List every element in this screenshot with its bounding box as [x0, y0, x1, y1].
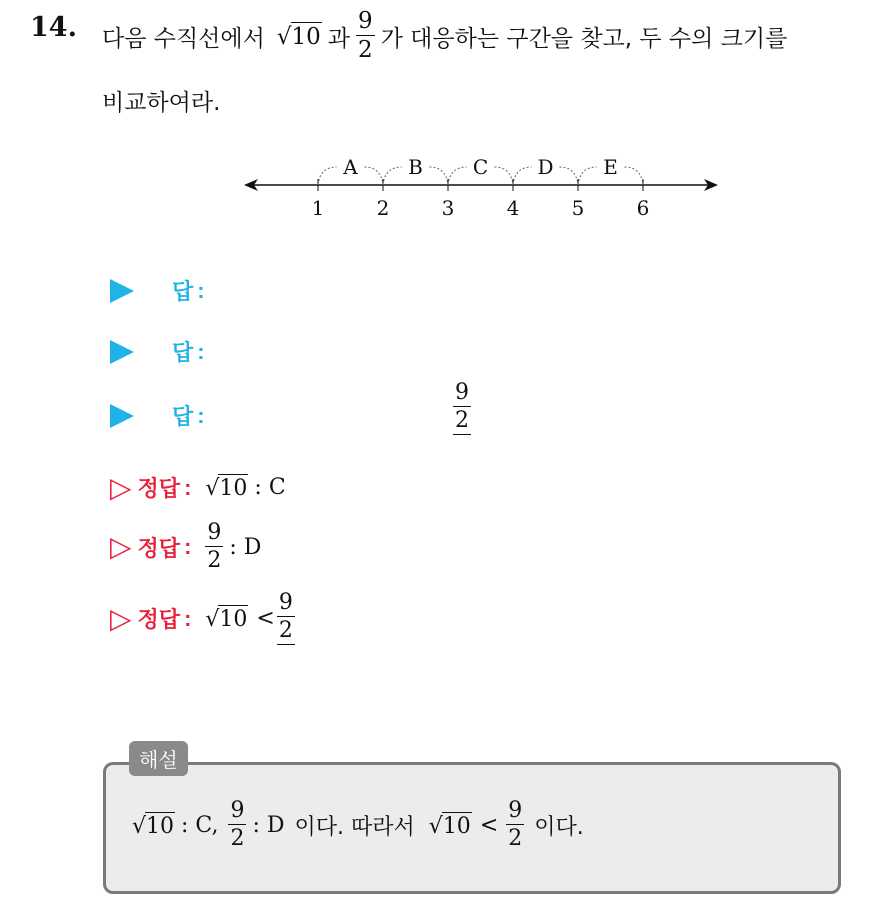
sqrt-expression: √ 10	[276, 24, 321, 50]
correct-label: 정답	[137, 476, 181, 501]
outline-triangle-icon: ▷	[110, 601, 132, 635]
number-line	[240, 148, 730, 228]
question-text-before: 다음 수직선에서	[102, 25, 265, 52]
tick-label: 2	[376, 196, 390, 220]
interval-label: C	[472, 155, 489, 179]
correct-value: √ 10 : C	[205, 475, 286, 501]
interval-label: D	[537, 155, 554, 179]
correct-colon: :	[184, 605, 192, 631]
answer-label: 답	[172, 279, 194, 304]
question-text-line1	[102, 10, 787, 62]
tick-label: 4	[506, 196, 520, 220]
correct-colon: :	[184, 534, 192, 559]
answer-colon: :	[197, 402, 205, 428]
correct-value: $\frac{9}{2}$ : D	[207, 520, 262, 573]
explanation-tag: 해설	[129, 741, 188, 776]
correct-row-2	[110, 522, 261, 572]
question-text-and: 과	[327, 25, 350, 52]
correct-row-1	[110, 472, 286, 503]
interval-arc	[318, 167, 337, 185]
tick-label: 5	[571, 196, 585, 220]
interval-label: E	[603, 155, 618, 179]
answer-label: 답	[172, 404, 194, 429]
answer-row-1	[110, 275, 205, 306]
correct-row-3	[110, 592, 301, 645]
answer-row-3	[110, 400, 205, 431]
answer-label: 답	[172, 340, 194, 365]
answer-fraction: $\frac{9}{2}$	[455, 380, 469, 433]
interval-arc	[513, 167, 532, 185]
outline-triangle-icon: ▷	[110, 470, 132, 504]
interval-arc	[625, 167, 644, 185]
question-number: 14.	[30, 12, 77, 43]
question-text-after: 가 대응하는 구간을 찾고, 두 수의 크기를	[380, 25, 788, 52]
answer-colon: :	[197, 338, 205, 364]
interval-arc	[560, 167, 579, 185]
tick-label: 3	[441, 196, 455, 220]
answer-colon: :	[197, 277, 205, 303]
fraction: $\frac{9}{2}$	[358, 8, 373, 63]
tick-label: 6	[636, 196, 650, 220]
correct-label: 정답	[137, 535, 181, 561]
correct-label: 정답	[137, 607, 181, 632]
play-triangle-icon	[110, 404, 134, 428]
interval-label: B	[408, 155, 423, 179]
outline-triangle-icon: ▷	[110, 530, 132, 563]
interval-label: A	[343, 155, 358, 179]
answer-row-2	[110, 336, 205, 367]
correct-colon: :	[184, 474, 192, 500]
play-triangle-icon	[110, 340, 134, 364]
interval-arc	[578, 167, 597, 185]
interval-arc	[383, 167, 402, 185]
tick-label: 1	[311, 196, 325, 220]
explanation-text: √ 10 : C, $\frac{9}{2}$ : D 이다. 따라서 √ 10 < $\frac{9}{2}$ 이다.	[132, 798, 584, 851]
correct-value: √ 10 < $\frac{9}{2}$	[205, 590, 293, 643]
interval-arc	[430, 167, 449, 185]
interval-arc	[448, 167, 467, 185]
interval-arc	[365, 167, 384, 185]
question-text-line2: 비교하여라.	[102, 90, 221, 116]
play-triangle-icon	[110, 279, 134, 303]
interval-arc	[495, 167, 514, 185]
